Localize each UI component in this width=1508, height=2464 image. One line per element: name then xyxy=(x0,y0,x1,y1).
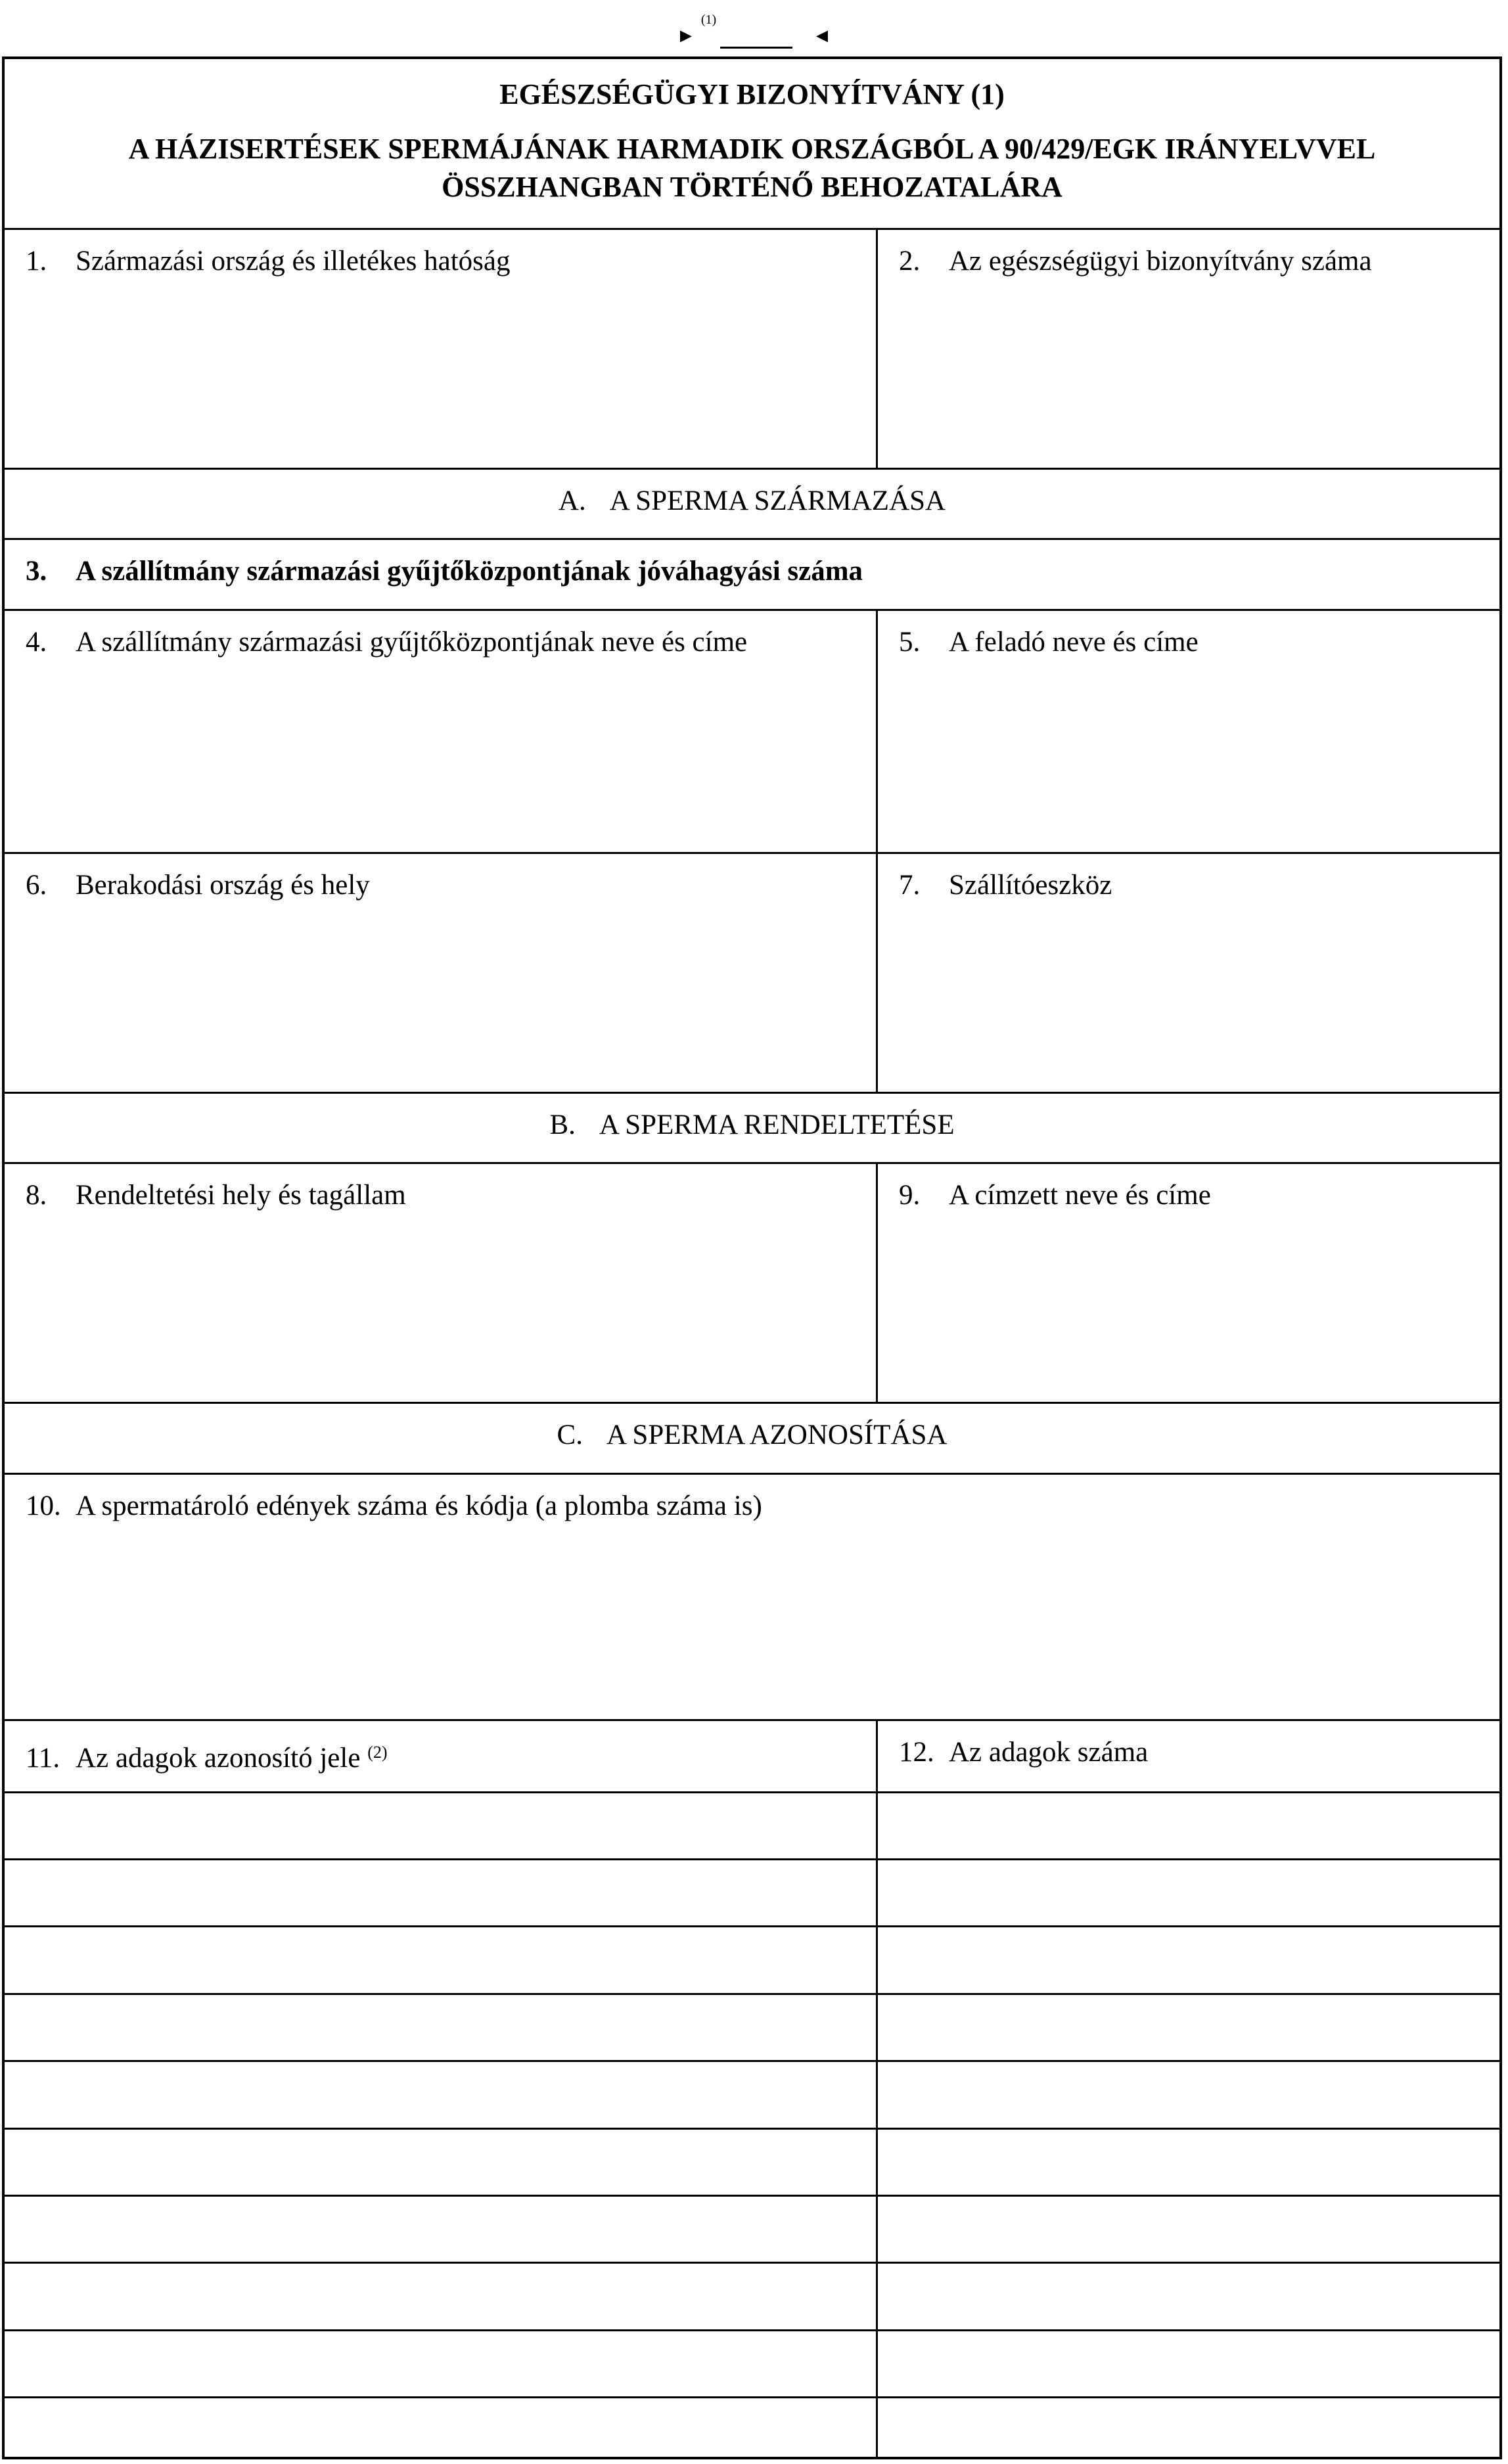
field-11-label: 11. Az adagok azonosító jele $^{(2)}$ xyxy=(26,1743,388,1774)
dose-count-cell[interactable] xyxy=(878,1927,1499,1993)
section-c-cell xyxy=(5,1404,1499,1473)
section-b-row xyxy=(5,1094,1499,1164)
dose-count-cell[interactable] xyxy=(878,1995,1499,2060)
section-a-row xyxy=(5,470,1499,540)
dose-id-cell[interactable] xyxy=(5,2398,878,2457)
dose-count-cell[interactable] xyxy=(878,2197,1499,2262)
amendment-end-marker: ◄ xyxy=(812,25,832,47)
row-fields-8-9 xyxy=(5,1164,1499,1404)
field-3-cell[interactable] xyxy=(5,540,1499,609)
dose-count-cell[interactable] xyxy=(878,2062,1499,2128)
section-c-heading: C. A SPERMA AZONOSÍTÁSA xyxy=(557,1420,948,1450)
subtitle-line-2: ÖSSZHANGBAN TÖRTÉNŐ BEHOZATALÁRA xyxy=(442,171,1062,203)
section-b-cell xyxy=(5,1094,1499,1162)
dose-row xyxy=(5,2264,1499,2331)
certificate-title-note: (1) xyxy=(971,78,1005,110)
dose-count-cell[interactable] xyxy=(878,1860,1499,1925)
amendment-start-marker: ► xyxy=(676,25,696,47)
row-fields-6-7 xyxy=(5,854,1499,1094)
certificate-title-text: EGÉSZSÉGÜGYI BIZONYÍTVÁNY xyxy=(499,78,964,110)
row-field-10 xyxy=(5,1475,1499,1721)
field-2-label: 2. Az egészségügyi bizonyítvány száma xyxy=(899,246,1372,277)
dose-id-cell[interactable] xyxy=(5,2197,878,2262)
field-7-cell[interactable] xyxy=(878,854,1499,1092)
field-5-cell[interactable] xyxy=(878,611,1499,852)
dose-row xyxy=(5,1860,1499,1927)
dose-row xyxy=(5,2331,1499,2398)
field-1-label: 1. Származási ország és illetékes hatóság xyxy=(26,246,511,277)
field-6-cell[interactable] xyxy=(5,854,878,1092)
field-9-cell[interactable] xyxy=(878,1164,1499,1402)
section-a-heading: A. A SPERMA SZÁRMAZÁSA xyxy=(558,485,946,516)
amendment-number: (1) xyxy=(700,12,717,27)
row-fields-4-5 xyxy=(5,611,1499,854)
field-4-cell[interactable] xyxy=(5,611,878,852)
certificate-subtitle xyxy=(5,130,1499,206)
row-fields-11-12 xyxy=(5,1721,1499,1793)
dose-id-cell[interactable] xyxy=(5,1860,878,1925)
form-header xyxy=(5,59,1499,230)
dose-row xyxy=(5,2062,1499,2130)
section-b-heading: B. A SPERMA RENDELTETÉSE xyxy=(549,1109,955,1140)
dose-count-cell[interactable] xyxy=(878,2398,1499,2457)
section-c-row xyxy=(5,1404,1499,1475)
field-12-label: 12. Az adagok száma xyxy=(899,1737,1149,1768)
header-cell xyxy=(5,59,1499,228)
dose-id-cell[interactable] xyxy=(5,1995,878,2060)
row-field-3 xyxy=(5,540,1499,611)
dose-row xyxy=(5,1995,1499,2062)
dose-id-cell[interactable] xyxy=(5,1793,878,1858)
certificate-title xyxy=(5,74,1499,116)
field-4-label: 4. A szállítmány származási gyűjtőközpontjának neve és címe xyxy=(26,627,748,658)
field-8-label: 8. Rendeltetési hely és tagállam xyxy=(26,1180,406,1211)
certificate-form xyxy=(2,56,1502,2459)
field-6-label: 6. Berakodási ország és hely xyxy=(26,870,370,901)
dose-count-cell[interactable] xyxy=(878,2331,1499,2396)
field-5-label: 5. A feladó neve és címe xyxy=(899,627,1199,658)
field-11-cell xyxy=(5,1721,878,1791)
dose-id-cell[interactable] xyxy=(5,2264,878,2329)
subtitle-line-1: A HÁZISERTÉSEK SPERMÁJÁNAK HARMADIK ORSZÁGBÓL A 90/429/EGK IRÁNYELVVEL xyxy=(128,133,1376,165)
field-10-label: 10. A spermatároló edények száma és kódja (a plomba száma is) xyxy=(26,1490,762,1521)
field-8-cell[interactable] xyxy=(5,1164,878,1402)
field-2-cell[interactable] xyxy=(878,230,1499,468)
amendment-marker xyxy=(0,0,1508,56)
dose-count-cell[interactable] xyxy=(878,1793,1499,1858)
dose-count-cell[interactable] xyxy=(878,2130,1499,2195)
row-fields-1-2 xyxy=(5,230,1499,470)
dose-id-cell[interactable] xyxy=(5,2331,878,2396)
dose-row xyxy=(5,1927,1499,1995)
field-7-label: 7. Szállítóeszköz xyxy=(899,870,1112,901)
field-9-label: 9. A címzett neve és címe xyxy=(899,1180,1211,1211)
dose-id-cell[interactable] xyxy=(5,1927,878,1993)
field-1-cell[interactable] xyxy=(5,230,878,468)
dose-row xyxy=(5,1793,1499,1860)
dose-row xyxy=(5,2130,1499,2197)
field-3-label: 3. A szállítmány származási gyűjtőközpontjának jóváhagyási száma xyxy=(26,556,863,587)
field-10-cell[interactable] xyxy=(5,1475,1499,1719)
dose-row xyxy=(5,2398,1499,2457)
field-12-cell xyxy=(878,1721,1499,1791)
dose-count-cell[interactable] xyxy=(878,2264,1499,2329)
dose-id-cell[interactable] xyxy=(5,2130,878,2195)
dose-row xyxy=(5,2197,1499,2264)
section-a-cell xyxy=(5,470,1499,538)
dose-id-cell[interactable] xyxy=(5,2062,878,2128)
amendment-blank xyxy=(720,24,792,49)
